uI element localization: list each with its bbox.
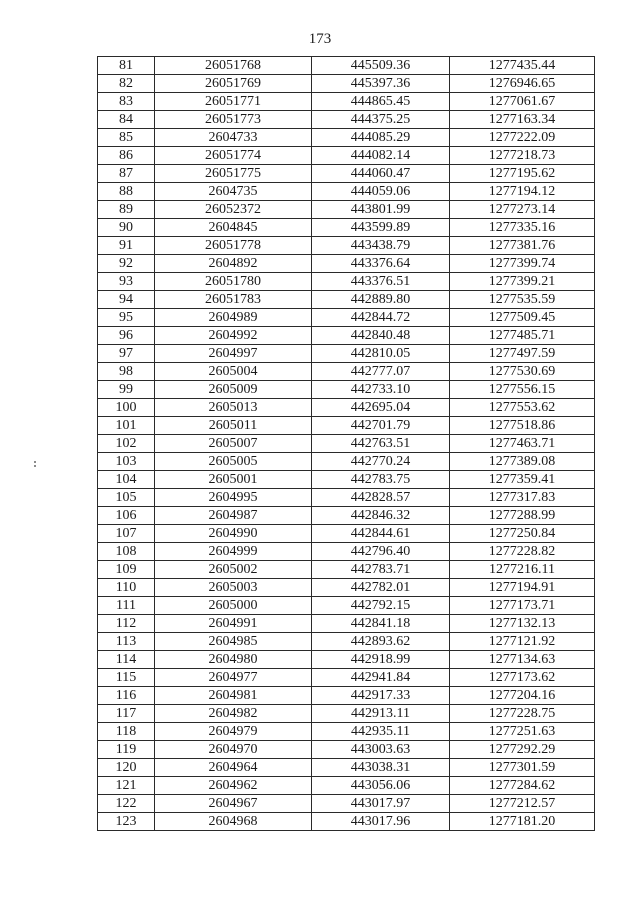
row-number-cell: 86: [98, 147, 155, 165]
point-id-cell: 2604982: [155, 705, 312, 723]
y-coordinate-cell: 1277335.16: [450, 219, 595, 237]
point-id-cell: 2604999: [155, 543, 312, 561]
point-id-cell: 2604995: [155, 489, 312, 507]
point-id-cell: 2604970: [155, 741, 312, 759]
table-row: [98, 93, 595, 111]
table-row: [98, 165, 595, 183]
x-coordinate-cell: 442763.51: [312, 435, 450, 453]
row-number-cell: 105: [98, 489, 155, 507]
x-coordinate-cell: 442889.80: [312, 291, 450, 309]
row-number-cell: 107: [98, 525, 155, 543]
point-id-cell: 2604985: [155, 633, 312, 651]
row-number-cell: 96: [98, 327, 155, 345]
row-number-cell: 104: [98, 471, 155, 489]
row-number-cell: 119: [98, 741, 155, 759]
point-id-cell: 2605007: [155, 435, 312, 453]
table-row: [98, 651, 595, 669]
row-number-cell: 117: [98, 705, 155, 723]
table-row: [98, 543, 595, 561]
y-coordinate-cell: 1277132.13: [450, 615, 595, 633]
point-id-cell: 26051780: [155, 273, 312, 291]
x-coordinate-cell: 443599.89: [312, 219, 450, 237]
coordinates-table-container: [97, 56, 594, 831]
x-coordinate-cell: 442770.24: [312, 453, 450, 471]
table-row: [98, 777, 595, 795]
table-row: [98, 435, 595, 453]
table-row: [98, 129, 595, 147]
y-coordinate-cell: 1277195.62: [450, 165, 595, 183]
point-id-cell: 2604980: [155, 651, 312, 669]
x-coordinate-cell: 442783.71: [312, 561, 450, 579]
table-row: [98, 219, 595, 237]
table-row: [98, 363, 595, 381]
row-number-cell: 85: [98, 129, 155, 147]
y-coordinate-cell: 1277381.76: [450, 237, 595, 255]
row-number-cell: 120: [98, 759, 155, 777]
point-id-cell: 2605005: [155, 453, 312, 471]
table-row: [98, 399, 595, 417]
row-number-cell: 82: [98, 75, 155, 93]
y-coordinate-cell: 1277181.20: [450, 813, 595, 831]
x-coordinate-cell: 442913.11: [312, 705, 450, 723]
y-coordinate-cell: 1277556.15: [450, 381, 595, 399]
x-coordinate-cell: 443376.51: [312, 273, 450, 291]
point-id-cell: 2605004: [155, 363, 312, 381]
x-coordinate-cell: 442844.72: [312, 309, 450, 327]
row-number-cell: 92: [98, 255, 155, 273]
point-id-cell: 2604892: [155, 255, 312, 273]
x-coordinate-cell: 442701.79: [312, 417, 450, 435]
y-coordinate-cell: 1277212.57: [450, 795, 595, 813]
row-number-cell: 81: [98, 57, 155, 75]
x-coordinate-cell: 444059.06: [312, 183, 450, 201]
y-coordinate-cell: 1277553.62: [450, 399, 595, 417]
table-row: [98, 273, 595, 291]
table-row: [98, 813, 595, 831]
y-coordinate-cell: 1277292.29: [450, 741, 595, 759]
table-row: [98, 759, 595, 777]
x-coordinate-cell: 442810.05: [312, 345, 450, 363]
y-coordinate-cell: 1277288.99: [450, 507, 595, 525]
point-id-cell: 2604967: [155, 795, 312, 813]
row-number-cell: 97: [98, 345, 155, 363]
x-coordinate-cell: 445509.36: [312, 57, 450, 75]
point-id-cell: 2604981: [155, 687, 312, 705]
point-id-cell: 26052372: [155, 201, 312, 219]
y-coordinate-cell: 1277228.75: [450, 705, 595, 723]
row-number-cell: 110: [98, 579, 155, 597]
row-number-cell: 112: [98, 615, 155, 633]
table-row: [98, 201, 595, 219]
point-id-cell: 2604991: [155, 615, 312, 633]
table-row: [98, 147, 595, 165]
y-coordinate-cell: 1277399.74: [450, 255, 595, 273]
y-coordinate-cell: 1276946.65: [450, 75, 595, 93]
x-coordinate-cell: 444082.14: [312, 147, 450, 165]
point-id-cell: 2604964: [155, 759, 312, 777]
x-coordinate-cell: 442844.61: [312, 525, 450, 543]
row-number-cell: 123: [98, 813, 155, 831]
row-number-cell: 83: [98, 93, 155, 111]
row-number-cell: 89: [98, 201, 155, 219]
x-coordinate-cell: 442792.15: [312, 597, 450, 615]
point-id-cell: 2604992: [155, 327, 312, 345]
x-coordinate-cell: 442941.84: [312, 669, 450, 687]
point-id-cell: 2604987: [155, 507, 312, 525]
point-id-cell: 26051768: [155, 57, 312, 75]
point-id-cell: 2604989: [155, 309, 312, 327]
y-coordinate-cell: 1277317.83: [450, 489, 595, 507]
x-coordinate-cell: 442783.75: [312, 471, 450, 489]
table-row: [98, 507, 595, 525]
x-coordinate-cell: 443056.06: [312, 777, 450, 795]
row-number-cell: 101: [98, 417, 155, 435]
y-coordinate-cell: 1277518.86: [450, 417, 595, 435]
table-row: [98, 795, 595, 813]
x-coordinate-cell: 442918.99: [312, 651, 450, 669]
row-number-cell: 116: [98, 687, 155, 705]
y-coordinate-cell: 1277389.08: [450, 453, 595, 471]
point-id-cell: 2605002: [155, 561, 312, 579]
row-number-cell: 122: [98, 795, 155, 813]
x-coordinate-cell: 444060.47: [312, 165, 450, 183]
y-coordinate-cell: 1277250.84: [450, 525, 595, 543]
point-id-cell: 2604979: [155, 723, 312, 741]
table-row: [98, 255, 595, 273]
row-number-cell: 103: [98, 453, 155, 471]
table-row: [98, 453, 595, 471]
table-row: [98, 705, 595, 723]
x-coordinate-cell: 442935.11: [312, 723, 450, 741]
point-id-cell: 2605011: [155, 417, 312, 435]
table-row: [98, 75, 595, 93]
point-id-cell: 2605000: [155, 597, 312, 615]
row-number-cell: 106: [98, 507, 155, 525]
y-coordinate-cell: 1277399.21: [450, 273, 595, 291]
point-id-cell: 2604733: [155, 129, 312, 147]
point-id-cell: 26051775: [155, 165, 312, 183]
table-row: [98, 579, 595, 597]
y-coordinate-cell: 1277163.34: [450, 111, 595, 129]
y-coordinate-cell: 1277497.59: [450, 345, 595, 363]
table-row: [98, 597, 595, 615]
y-coordinate-cell: 1277216.11: [450, 561, 595, 579]
table-row: [98, 633, 595, 651]
table-row: [98, 309, 595, 327]
row-number-cell: 113: [98, 633, 155, 651]
point-id-cell: 2604977: [155, 669, 312, 687]
point-id-cell: 2604735: [155, 183, 312, 201]
table-row: [98, 327, 595, 345]
row-number-cell: 91: [98, 237, 155, 255]
point-id-cell: 26051778: [155, 237, 312, 255]
x-coordinate-cell: 442917.33: [312, 687, 450, 705]
y-coordinate-cell: 1277204.16: [450, 687, 595, 705]
row-number-cell: 121: [98, 777, 155, 795]
x-coordinate-cell: 442893.62: [312, 633, 450, 651]
point-id-cell: 2604997: [155, 345, 312, 363]
table-row: [98, 111, 595, 129]
table-row: [98, 723, 595, 741]
point-id-cell: 2605003: [155, 579, 312, 597]
row-number-cell: 115: [98, 669, 155, 687]
table-row: [98, 183, 595, 201]
table-row: [98, 615, 595, 633]
y-coordinate-cell: 1277121.92: [450, 633, 595, 651]
x-coordinate-cell: 443038.31: [312, 759, 450, 777]
y-coordinate-cell: 1277530.69: [450, 363, 595, 381]
point-id-cell: 26051783: [155, 291, 312, 309]
row-number-cell: 87: [98, 165, 155, 183]
x-coordinate-cell: 444865.45: [312, 93, 450, 111]
x-coordinate-cell: 442695.04: [312, 399, 450, 417]
x-coordinate-cell: 442777.07: [312, 363, 450, 381]
y-coordinate-cell: 1277273.14: [450, 201, 595, 219]
page-number: 173: [308, 31, 332, 47]
x-coordinate-cell: 443376.64: [312, 255, 450, 273]
x-coordinate-cell: 443017.96: [312, 813, 450, 831]
row-number-cell: 94: [98, 291, 155, 309]
row-number-cell: 98: [98, 363, 155, 381]
x-coordinate-cell: 444375.25: [312, 111, 450, 129]
table-row: [98, 417, 595, 435]
x-coordinate-cell: 443801.99: [312, 201, 450, 219]
x-coordinate-cell: 443017.97: [312, 795, 450, 813]
row-number-cell: 118: [98, 723, 155, 741]
table-row: [98, 525, 595, 543]
row-number-cell: 88: [98, 183, 155, 201]
row-number-cell: 84: [98, 111, 155, 129]
y-coordinate-cell: 1277435.44: [450, 57, 595, 75]
row-number-cell: 99: [98, 381, 155, 399]
y-coordinate-cell: 1277463.71: [450, 435, 595, 453]
y-coordinate-cell: 1277173.71: [450, 597, 595, 615]
point-id-cell: 2605013: [155, 399, 312, 417]
table-row: [98, 669, 595, 687]
y-coordinate-cell: 1277284.62: [450, 777, 595, 795]
y-coordinate-cell: 1277228.82: [450, 543, 595, 561]
y-coordinate-cell: 1277134.63: [450, 651, 595, 669]
y-coordinate-cell: 1277194.12: [450, 183, 595, 201]
y-coordinate-cell: 1277301.59: [450, 759, 595, 777]
table-row: [98, 57, 595, 75]
table-row: [98, 561, 595, 579]
y-coordinate-cell: 1277194.91: [450, 579, 595, 597]
row-number-cell: 93: [98, 273, 155, 291]
table-row: [98, 471, 595, 489]
row-number-cell: 108: [98, 543, 155, 561]
y-coordinate-cell: 1277359.41: [450, 471, 595, 489]
table-row: [98, 381, 595, 399]
table-row: [98, 687, 595, 705]
y-coordinate-cell: 1277218.73: [450, 147, 595, 165]
y-coordinate-cell: 1277535.59: [450, 291, 595, 309]
x-coordinate-cell: 442846.32: [312, 507, 450, 525]
x-coordinate-cell: 443438.79: [312, 237, 450, 255]
y-coordinate-cell: 1277173.62: [450, 669, 595, 687]
point-id-cell: 2604962: [155, 777, 312, 795]
row-number-cell: 95: [98, 309, 155, 327]
table-row: [98, 237, 595, 255]
x-coordinate-cell: 444085.29: [312, 129, 450, 147]
point-id-cell: 2604845: [155, 219, 312, 237]
x-coordinate-cell: 442796.40: [312, 543, 450, 561]
table-row: [98, 345, 595, 363]
point-id-cell: 26051771: [155, 93, 312, 111]
x-coordinate-cell: 443003.63: [312, 741, 450, 759]
x-coordinate-cell: 442733.10: [312, 381, 450, 399]
point-id-cell: 26051769: [155, 75, 312, 93]
y-coordinate-cell: 1277485.71: [450, 327, 595, 345]
row-number-cell: 102: [98, 435, 155, 453]
x-coordinate-cell: 442782.01: [312, 579, 450, 597]
y-coordinate-cell: 1277251.63: [450, 723, 595, 741]
table-body: [98, 57, 595, 831]
table-row: [98, 489, 595, 507]
row-number-cell: 100: [98, 399, 155, 417]
point-id-cell: 26051773: [155, 111, 312, 129]
coordinates-table: [97, 56, 595, 831]
y-coordinate-cell: 1277061.67: [450, 93, 595, 111]
scan-speck: [34, 459, 38, 462]
row-number-cell: 114: [98, 651, 155, 669]
y-coordinate-cell: 1277509.45: [450, 309, 595, 327]
x-coordinate-cell: 445397.36: [312, 75, 450, 93]
row-number-cell: 111: [98, 597, 155, 615]
y-coordinate-cell: 1277222.09: [450, 129, 595, 147]
x-coordinate-cell: 442841.18: [312, 615, 450, 633]
point-id-cell: 26051774: [155, 147, 312, 165]
x-coordinate-cell: 442828.57: [312, 489, 450, 507]
row-number-cell: 109: [98, 561, 155, 579]
row-number-cell: 90: [98, 219, 155, 237]
point-id-cell: 2604990: [155, 525, 312, 543]
point-id-cell: 2604968: [155, 813, 312, 831]
table-row: [98, 291, 595, 309]
point-id-cell: 2605009: [155, 381, 312, 399]
x-coordinate-cell: 442840.48: [312, 327, 450, 345]
point-id-cell: 2605001: [155, 471, 312, 489]
table-row: [98, 741, 595, 759]
